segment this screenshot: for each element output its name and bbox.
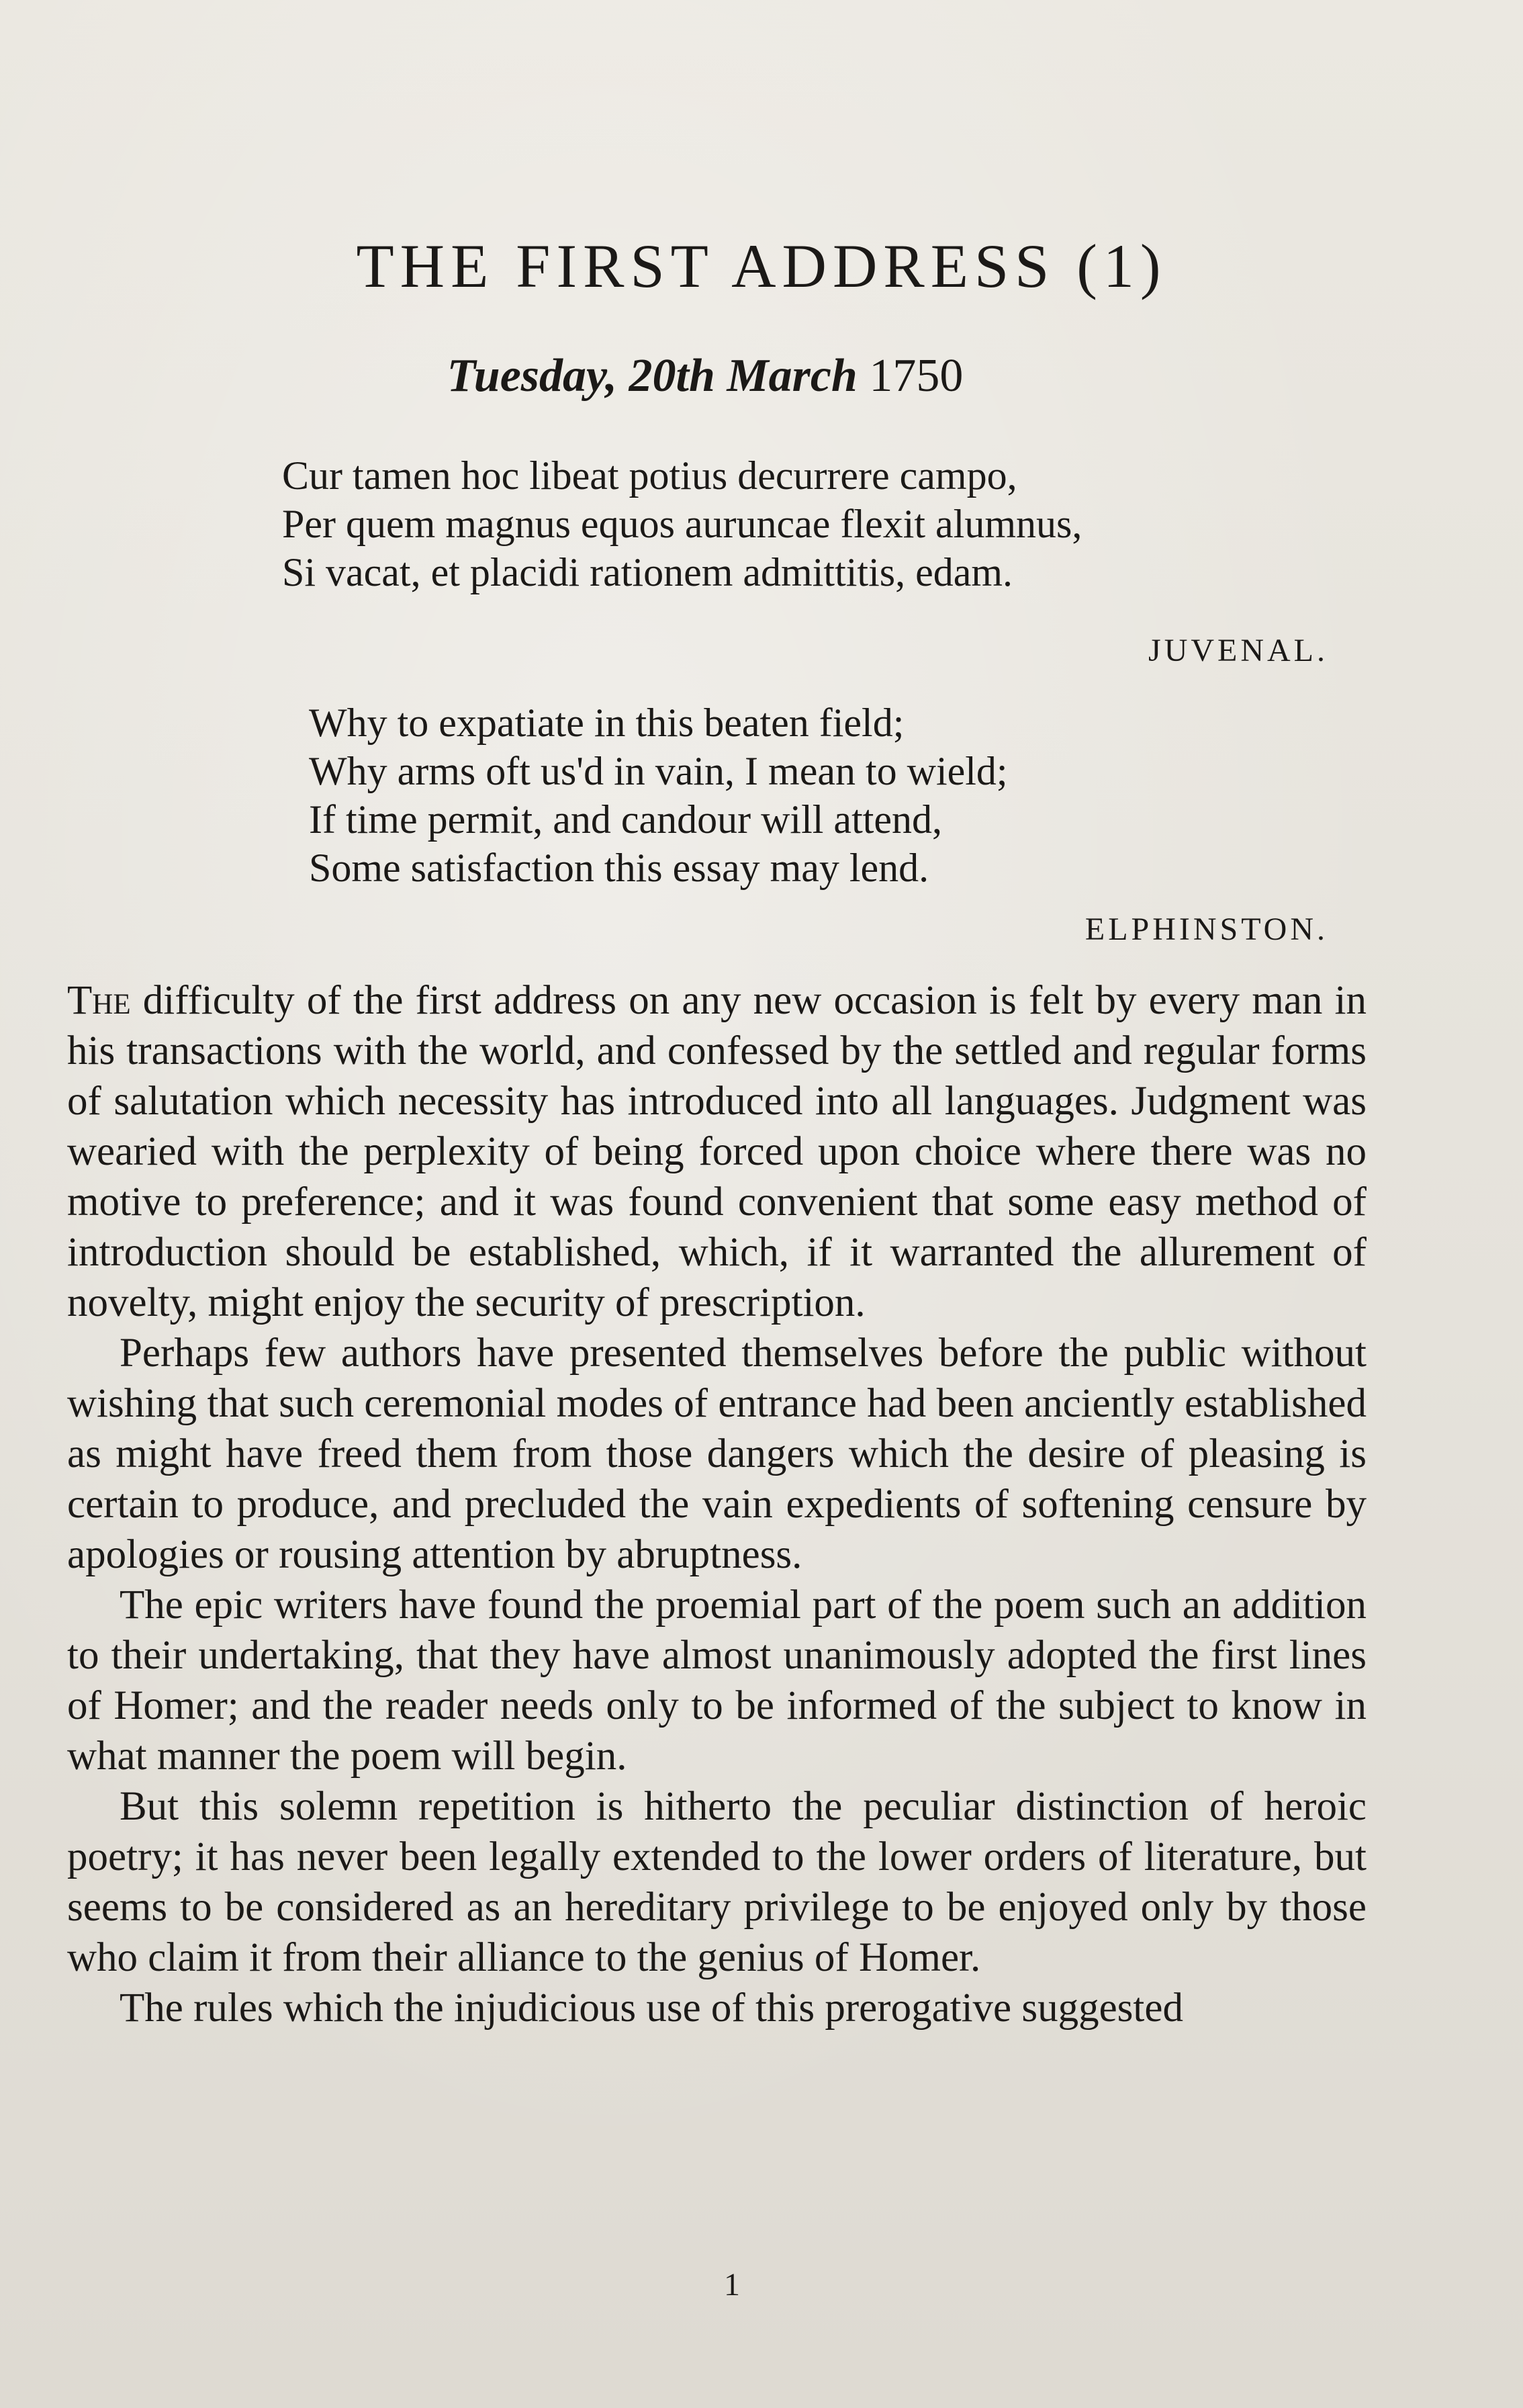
epigraph-attribution-juvenal: JUVENAL. [1148,633,1328,668]
verse-line: Why arms oft us'd in vain, I mean to wield; [309,749,1008,793]
opening-word: The [67,978,131,1023]
epigraph-latin [282,451,1082,596]
verse-line: Per quem magnus equos auruncae flexit alumnus, [282,502,1082,546]
paragraph: The epic writers have found the proemial part of the poem such an addition to their undertaking, that they have almost unanimously adopted the first lines of Homer; and the reader needs only to be informed of the subject to know in what manner the poem will begin. [67,1582,1367,1779]
epigraph-attribution-elphinston: ELPHINSTON. [1084,911,1328,947]
paragraph [67,975,1367,1328]
dateline-day-month: Tuesday, 20th March [447,350,858,402]
paragraph: The rules which the injudicious use of this prerogative suggested [120,1986,1183,2031]
verse-line: Why to expatiate in this beaten field; [309,701,905,745]
verse-line: If time permit, and candour will attend, [309,797,943,842]
page-number: 1 [724,2267,740,2303]
paragraph: Perhaps few authors have presented themselves before the public without wishing that such ceremonial modes of entrance had been anciently established as might have freed them from those dangers which the desire of pleasing is certain to produce, and precluded the vain expedients of softening censure by apologies or rousing attention by abruptness. [67,1331,1367,1577]
verse-line: Cur tamen hoc libeat potius decurrere campo, [282,453,1017,498]
essay-body [67,975,1367,2033]
dateline [0,350,1410,402]
page-title: THE FIRST ADDRESS (1) [356,232,1167,300]
paragraph: But this solemn repetition is hitherto the peculiar distinction of heroic poetry; it has never been legally extended to the lower orders of literature, but seems to be considered as an hereditary privilege to be enjoyed only by those who claim it from their alliance to the genius of Homer. [67,1784,1367,1980]
verse-line: Some satisfaction this essay may lend. [309,846,929,890]
dateline-year: 1750 [869,350,964,402]
paragraph-text: difficulty of the first address on any new occasion is felt by every man in his transactions with the world, and confessed by the settled and regular forms of salutation which necessity has introduced into all languages. Judgment was wearied with the perplexity of being forced upon choice where there was no motive to preference; and it was found convenient that some easy method of introduction should be established, which, if it warranted the allurement of novelty, might enjoy the security of prescription. [67,978,1367,1325]
epigraph-english [309,699,1008,892]
verse-line: Si vacat, et placidi rationem admittitis, edam. [282,550,1013,594]
